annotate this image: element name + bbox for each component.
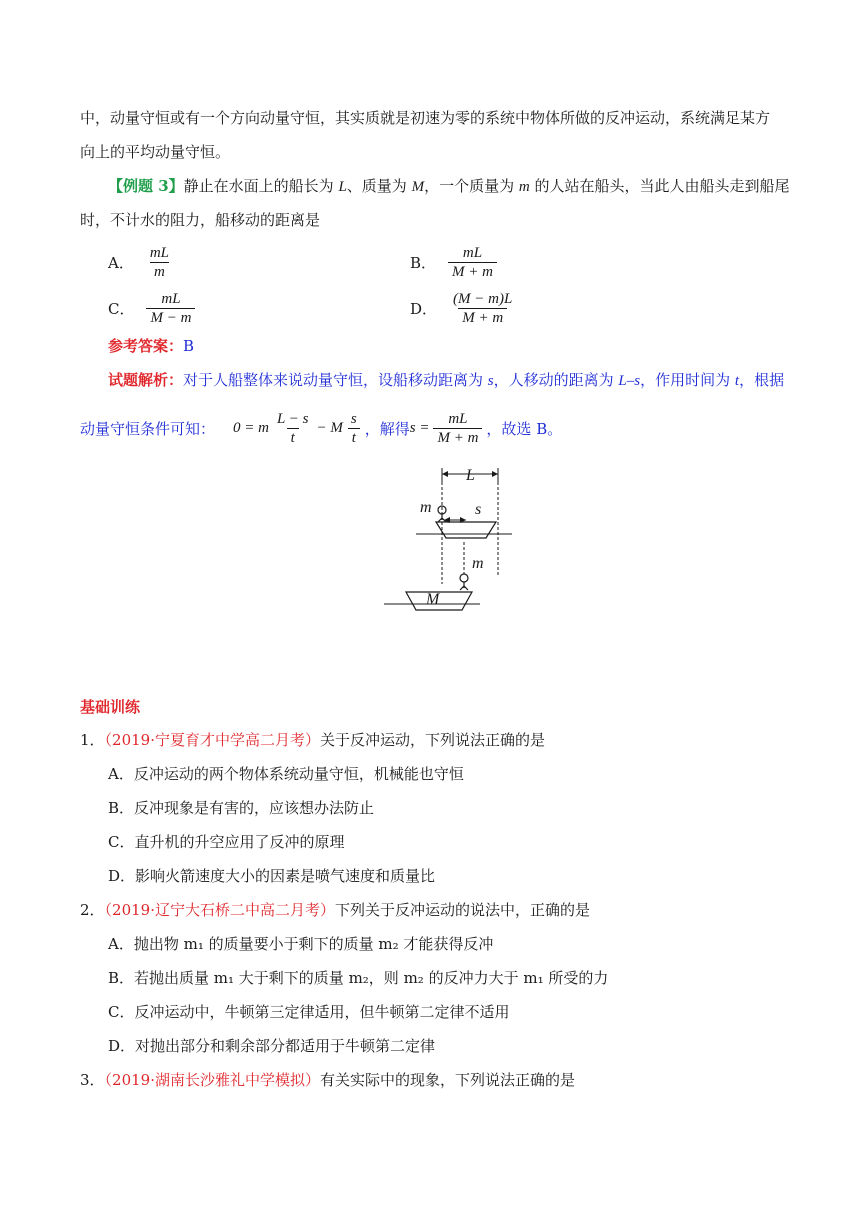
arrow-icon (442, 471, 448, 477)
example-line-1 (108, 176, 789, 197)
question-number: 2． (80, 901, 105, 919)
question-number: 3． (80, 1071, 105, 1089)
solution (410, 410, 487, 447)
eq-fraction-2 (347, 410, 361, 447)
frac-den: M + m (448, 262, 497, 281)
option-b[interactable] (410, 244, 501, 281)
answer-value: B (183, 337, 195, 355)
option-fraction (448, 244, 497, 281)
person-body-icon (438, 514, 446, 522)
boat-diagram (380, 460, 520, 620)
frac-den: M + m (458, 308, 507, 327)
person-body-icon (460, 582, 468, 590)
example-text: ，一个质量为 (424, 177, 519, 195)
question-number: 1． (80, 731, 105, 749)
frac-den: m (150, 262, 169, 281)
example-tag: 【例题 3】 (108, 177, 184, 195)
q2-option-b[interactable]: B．若抛出质量 m₁ 大于剩下的质量 m₂，则 m₂ 的反冲力大于 m₁ 所受的力 (108, 969, 609, 987)
question-2 (80, 900, 590, 920)
q2-option-a[interactable]: A．抛出物 m₁ 的质量要小于剩下的质量 m₂ 才能获得反冲 (108, 935, 494, 953)
question-stem: 关于反冲运动，下列说法正确的是 (320, 731, 546, 749)
question-source: （2019·湖南长沙雅礼中学模拟） (104, 1071, 320, 1089)
frac-den: t (287, 428, 299, 447)
frac-num: L − s (276, 411, 309, 427)
label-L: L (466, 467, 475, 484)
label-m-mid: m (472, 555, 484, 572)
eq-part: s = (409, 419, 430, 436)
frac-num: s (350, 411, 357, 427)
person-head-icon (460, 574, 468, 582)
var-L-minus-s: L–s (618, 373, 641, 389)
eq-part: 0 = m (233, 419, 269, 436)
option-label: D． (410, 299, 438, 318)
example-text: 静止在水面上的船长为 (183, 177, 339, 195)
analysis-text: ，作用时间为 (640, 371, 735, 389)
frac-num: mL (149, 245, 170, 261)
example-text: 的人站在船头，当此人由船头走到船尾 (529, 177, 790, 195)
var-L: L (338, 179, 347, 195)
option-fraction (146, 244, 173, 281)
option-c[interactable] (108, 290, 199, 327)
analysis-label: 试题解析： (108, 371, 184, 389)
boat-top-icon (436, 522, 496, 538)
question-source: （2019·宁夏育才中学高二月考） (104, 731, 320, 749)
answer-label: 参考答案： (108, 337, 184, 355)
analysis-text: ，人移动的距离为 (493, 371, 619, 389)
label-m-top: m (420, 499, 432, 516)
var-m: m (518, 179, 530, 195)
analysis-line-2 (80, 410, 562, 447)
option-label: A． (108, 253, 134, 272)
frac-den: M + m (433, 428, 482, 447)
option-d[interactable] (410, 290, 520, 327)
frac-den: t (348, 428, 360, 447)
var-M: M (411, 179, 425, 195)
q1-option-b[interactable]: B．反冲现象是有害的，应该想办法防止 (108, 799, 375, 817)
intro-line-2: 向上的平均动量守恒。 (80, 143, 231, 161)
question-source: （2019·辽宁大石桥二中高二月考） (104, 901, 335, 919)
example-line-2: 时，不计水的阻力，船移动的距离是 (80, 211, 321, 229)
option-fraction (449, 290, 516, 327)
q1-option-c[interactable]: C．直升机的升空应用了反冲的原理 (108, 833, 345, 851)
var-s: s (487, 373, 494, 389)
example-text: 、质量为 (346, 177, 412, 195)
option-label: B． (410, 253, 437, 272)
question-stem: 有关实际中的现象，下列说法正确的是 (320, 1071, 576, 1089)
arrow-icon (492, 471, 498, 477)
analysis-text: 对于人船整体来说动量守恒，设船移动距离为 (183, 371, 488, 389)
analysis-line-1 (108, 370, 784, 391)
question-1 (80, 730, 545, 750)
label-M: M (426, 591, 440, 608)
eq-fraction-3 (433, 410, 482, 447)
frac-num: mL (448, 411, 468, 427)
frac-num: mL (161, 291, 181, 307)
label-s: s (475, 501, 482, 518)
var-t: t (734, 373, 740, 389)
answer-line (108, 336, 194, 356)
intro-line-1: 中，动量守恒或有一个方向动量守恒，其实质就是初速为零的系统中物体所做的反冲运动，系统满足某方 (80, 109, 771, 127)
analysis-text: 动量守恒条件可知： (80, 419, 216, 438)
q2-option-c[interactable]: C．反冲运动中，牛顿第三定律适用，但牛顿第二定律不适用 (108, 1003, 510, 1021)
option-fraction (146, 290, 195, 327)
frac-num: mL (462, 245, 483, 261)
analysis-text: ，根据 (739, 371, 785, 389)
frac-num: (M − m)L (453, 291, 513, 307)
eq-fraction-1 (273, 410, 313, 447)
option-label: C． (108, 299, 135, 318)
question-stem: 下列关于反冲运动的说法中，正确的是 (335, 901, 591, 919)
analysis-text: ，故选 B。 (486, 419, 563, 438)
section-title: 基础训练 (80, 698, 141, 716)
frac-den: M − m (146, 308, 195, 327)
analysis-text: ，解得 (364, 419, 410, 438)
q1-option-a[interactable]: A．反冲运动的两个物体系统动量守恒，机械能也守恒 (108, 765, 464, 783)
q2-option-d[interactable]: D．对抛出部分和剩余部分都适用于牛顿第二定律 (108, 1037, 436, 1055)
eq-part: − M (316, 419, 343, 436)
option-a[interactable] (108, 244, 177, 281)
equation (233, 410, 365, 447)
q1-option-d[interactable]: D．影响火箭速度大小的因素是喷气速度和质量比 (108, 867, 436, 885)
question-3 (80, 1070, 575, 1090)
